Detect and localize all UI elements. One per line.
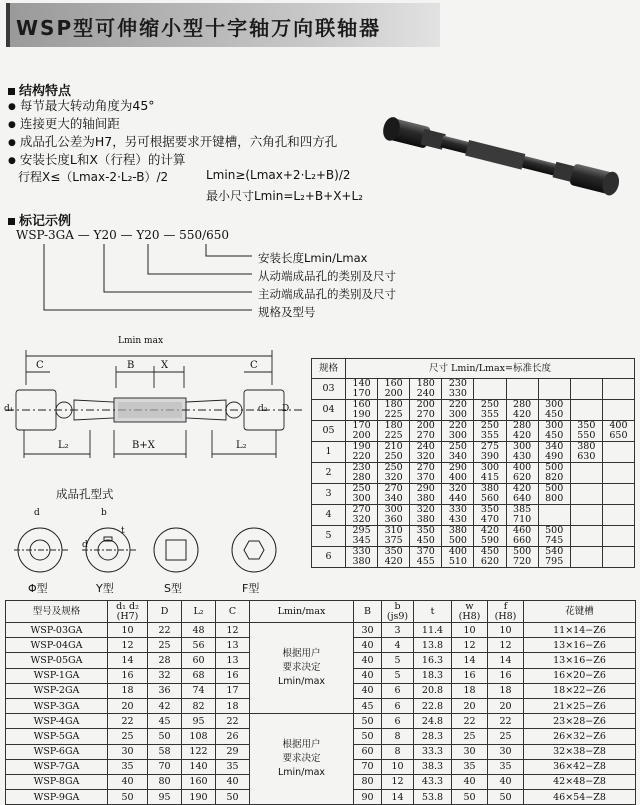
value-cell: 28 [148, 653, 182, 668]
value-cell: 38.3 [414, 759, 452, 774]
value-cell: 45 [354, 698, 382, 713]
value-cell: 46×54−Z8 [524, 790, 636, 805]
value-cell: 50 [148, 729, 182, 744]
value-cell: 12 [488, 638, 524, 653]
standard-length-table [311, 358, 635, 568]
model-cell: WSP-5GA [6, 729, 108, 744]
value-cell: 22.8 [414, 698, 452, 713]
length-cell: 350 470 [474, 505, 506, 526]
features-heading: 结构特点 [8, 80, 71, 99]
col-L2: L₂ [182, 601, 216, 623]
length-cell [602, 547, 634, 568]
feature-item: ● 成品孔公差为H7，另可根据要求开键槽，六角孔和四方孔 [8, 132, 337, 150]
model-cell: WSP-04GA [6, 638, 108, 653]
value-cell: 82 [182, 698, 216, 713]
value-cell: 10 [108, 623, 148, 638]
model-cell: WSP-05GA [6, 653, 108, 668]
value-cell: 14 [452, 653, 488, 668]
value-cell: 11.4 [414, 623, 452, 638]
length-cell [538, 379, 570, 400]
table-row [6, 623, 636, 638]
value-cell: 29 [216, 744, 250, 759]
value-cell: 28.3 [414, 729, 452, 744]
length-cell [602, 484, 634, 505]
length-cell: 180 225 [378, 421, 410, 442]
value-cell: 12 [382, 774, 414, 789]
spec-cell: 3 [312, 484, 346, 505]
length-cell: 170 200 [346, 421, 378, 442]
length-cell: 250 355 [474, 421, 506, 442]
model-cell: WSP-1GA [6, 668, 108, 683]
value-cell: 56 [182, 638, 216, 653]
spec-cell: 03 [312, 379, 346, 400]
value-cell: 40 [216, 774, 250, 789]
value-cell: 40 [488, 774, 524, 789]
length-cell: 180 240 [410, 379, 442, 400]
marking-note: 从动端成品孔的类别及尺寸 [258, 269, 396, 283]
col-D: D [148, 601, 182, 623]
length-cell: 500 800 [538, 484, 570, 505]
dim-l2-left: L₂ [58, 440, 69, 451]
length-cell [570, 379, 602, 400]
table-row [312, 400, 635, 421]
marking-heading: 标记示例 [8, 210, 71, 229]
length-cell: 300 430 [506, 442, 538, 463]
length-cell: 310 375 [378, 526, 410, 547]
length-cell: 250 340 [442, 442, 474, 463]
col-spline: 花键槽 [524, 601, 636, 623]
value-cell: 13 [216, 638, 250, 653]
value-cell: 8 [382, 744, 414, 759]
value-cell: 36×42−Z8 [524, 759, 636, 774]
table-header-row [6, 601, 636, 623]
length-cell: 300 415 [474, 463, 506, 484]
feature-item: ● 安装长度L和X（行程）的计算 [8, 150, 185, 168]
length-cell [602, 400, 634, 421]
table-row [312, 421, 635, 442]
length-cell [506, 379, 538, 400]
length-cell: 350 550 [570, 421, 602, 442]
length-cell: 420 640 [506, 484, 538, 505]
length-cell: 250 320 [378, 463, 410, 484]
marking-note: 主动端成品孔的类别及尺寸 [258, 287, 396, 301]
value-cell: 18 [108, 683, 148, 698]
dim-d: D [282, 404, 290, 414]
col-b: b (js9) [382, 601, 414, 623]
length-cell: 230 280 [346, 463, 378, 484]
value-cell: 16×20−Z6 [524, 668, 636, 683]
table-header-row [312, 359, 635, 379]
length-cell: 420 590 [474, 526, 506, 547]
length-cell: 160 200 [378, 379, 410, 400]
value-cell: 45 [148, 714, 182, 729]
marking-leader-lines [0, 240, 300, 320]
value-cell: 13×16−Z6 [524, 638, 636, 653]
length-cell: 275 390 [474, 442, 506, 463]
bore-t-label: t [121, 526, 125, 536]
value-cell: 58 [148, 744, 182, 759]
length-cell: 460 660 [506, 526, 538, 547]
value-cell: 35 [108, 759, 148, 774]
value-cell: 95 [182, 714, 216, 729]
length-cell: 220 300 [442, 400, 474, 421]
feature-item: ● 连接更大的轴间距 [8, 114, 120, 132]
value-cell: 36 [148, 683, 182, 698]
dim-b-plus-x: B+X [132, 440, 155, 451]
value-cell: 18 [488, 683, 524, 698]
col-lmin: Lmin/max [250, 601, 354, 623]
table-row [312, 484, 635, 505]
value-cell: 11×14−Z6 [524, 623, 636, 638]
table-row [6, 714, 636, 729]
value-cell: 80 [148, 774, 182, 789]
value-cell: 18×22−Z6 [524, 683, 636, 698]
col-spec: 规格 [312, 359, 346, 379]
length-cell [570, 484, 602, 505]
length-cell [570, 526, 602, 547]
length-cell [570, 463, 602, 484]
value-cell: 80 [354, 774, 382, 789]
value-cell: 35 [488, 759, 524, 774]
value-cell: 30 [488, 744, 524, 759]
length-cell: 220 300 [442, 421, 474, 442]
value-cell: 22 [216, 714, 250, 729]
value-cell: 40 [354, 638, 382, 653]
value-cell: 20 [488, 698, 524, 713]
value-cell: 12 [108, 638, 148, 653]
table-row [312, 505, 635, 526]
model-cell: WSP-6GA [6, 744, 108, 759]
value-cell: 30 [354, 623, 382, 638]
value-cell: 50 [452, 790, 488, 805]
value-cell: 14 [108, 653, 148, 668]
length-cell [602, 379, 634, 400]
value-cell: 60 [182, 653, 216, 668]
value-cell: 16 [452, 668, 488, 683]
value-cell: 74 [182, 683, 216, 698]
value-cell: 3 [382, 623, 414, 638]
value-cell: 90 [354, 790, 382, 805]
length-cell: 385 710 [506, 505, 538, 526]
length-cell: 190 220 [346, 442, 378, 463]
bore-types-title: 成品孔型式 [56, 487, 114, 501]
spec-cell: 4 [312, 505, 346, 526]
col-size: 尺寸 Lmin/Lmax=标准长度 [346, 359, 635, 379]
dim-b: B [127, 360, 135, 371]
length-cell: 270 370 [410, 463, 442, 484]
value-cell: 32×38−Z8 [524, 744, 636, 759]
value-cell: 5 [382, 653, 414, 668]
value-cell: 5 [382, 668, 414, 683]
value-cell: 26 [216, 729, 250, 744]
value-cell: 14 [488, 653, 524, 668]
model-cell: WSP-7GA [6, 759, 108, 774]
value-cell: 190 [182, 790, 216, 805]
length-cell [474, 379, 506, 400]
bore-type-phi: Φ型 [28, 582, 48, 595]
spec-cell: 5 [312, 526, 346, 547]
value-cell: 13 [216, 653, 250, 668]
table-row [312, 463, 635, 484]
value-cell: 25 [452, 729, 488, 744]
length-cell: 290 380 [410, 484, 442, 505]
value-cell: 60 [354, 744, 382, 759]
dim-l2-right: L₂ [236, 440, 247, 451]
spec-cell: 1 [312, 442, 346, 463]
value-cell: 21×25−Z6 [524, 698, 636, 713]
value-cell: 6 [382, 698, 414, 713]
table-row [312, 379, 635, 400]
dim-lmin-max: Lmin max [118, 336, 164, 346]
value-cell: 25 [488, 729, 524, 744]
feature-item: ● 每节最大转动角度为45° [8, 96, 155, 114]
value-cell: 6 [382, 714, 414, 729]
col-d: d₁ d₂ (H7) [108, 601, 148, 623]
value-cell: 12 [452, 638, 488, 653]
model-cell: WSP-03GA [6, 623, 108, 638]
bore-types-drawing [4, 508, 304, 580]
lmin-formula: Lmin≥(Lmax+2·L₂+B)/2 [206, 168, 351, 182]
spec-table [5, 600, 636, 805]
value-cell: 22 [108, 714, 148, 729]
value-cell: 43.3 [414, 774, 452, 789]
dim-c-right: C [250, 360, 258, 371]
col-B: B [354, 601, 382, 623]
value-cell: 10 [452, 623, 488, 638]
value-cell: 16 [108, 668, 148, 683]
value-cell: 40 [354, 653, 382, 668]
col-f: f (H8) [488, 601, 524, 623]
model-cell: WSP-2GA [6, 683, 108, 698]
spec-cell: 2 [312, 463, 346, 484]
length-cell [602, 526, 634, 547]
length-cell: 500 720 [506, 547, 538, 568]
value-cell: 30 [108, 744, 148, 759]
dim-d2: d₂ [258, 404, 268, 414]
dim-x: X [161, 360, 169, 371]
length-cell: 380 630 [570, 442, 602, 463]
length-cell: 210 250 [378, 442, 410, 463]
value-cell: 23×28−Z6 [524, 714, 636, 729]
length-cell: 250 300 [346, 484, 378, 505]
col-t: t [414, 601, 452, 623]
table-row [312, 547, 635, 568]
value-cell: 35 [216, 759, 250, 774]
marking-note: 安装长度Lmin/Lmax [258, 251, 368, 265]
value-cell: 122 [182, 744, 216, 759]
value-cell: 16 [216, 668, 250, 683]
value-cell: 16 [488, 668, 524, 683]
value-cell: 70 [148, 759, 182, 774]
length-cell: 280 420 [506, 421, 538, 442]
bore-type-s: S型 [164, 582, 182, 595]
coupling-photo [366, 116, 632, 196]
value-cell: 108 [182, 729, 216, 744]
length-cell [570, 400, 602, 421]
marking-code: WSP-3GA — Y20 — Y20 — 550/650 [16, 228, 230, 242]
model-cell: WSP-9GA [6, 790, 108, 805]
title-banner [6, 3, 440, 47]
value-cell: 13×16−Z6 [524, 653, 636, 668]
model-cell: WSP-3GA [6, 698, 108, 713]
spec-cell: 6 [312, 547, 346, 568]
value-cell: 4 [382, 638, 414, 653]
col-model: 型号及规格 [6, 601, 108, 623]
length-cell: 320 440 [442, 484, 474, 505]
length-cell: 160 190 [346, 400, 378, 421]
coupling-drawing [4, 330, 306, 470]
length-cell: 400 510 [442, 547, 474, 568]
table-row [312, 526, 635, 547]
length-cell: 350 420 [378, 547, 410, 568]
length-cell: 380 500 [442, 526, 474, 547]
lmin-note: 根据用户 要求决定 Lmin/max [250, 623, 354, 714]
length-cell: 450 620 [474, 547, 506, 568]
length-cell: 250 355 [474, 400, 506, 421]
value-cell: 40 [354, 683, 382, 698]
value-cell: 22 [148, 623, 182, 638]
length-cell: 330 380 [346, 547, 378, 568]
value-cell: 50 [108, 790, 148, 805]
value-cell: 30 [452, 744, 488, 759]
spec-cell: 04 [312, 400, 346, 421]
value-cell: 25 [148, 638, 182, 653]
value-cell: 22 [452, 714, 488, 729]
value-cell: 70 [354, 759, 382, 774]
length-cell: 290 400 [442, 463, 474, 484]
length-cell [570, 505, 602, 526]
length-cell: 240 320 [410, 442, 442, 463]
lmin-note: 根据用户 要求决定 Lmin/max [250, 714, 354, 805]
stroke-formula: 行程X≤（Lmax-2·L₂-B）/2 [18, 170, 169, 184]
length-cell: 280 420 [506, 400, 538, 421]
value-cell: 32 [148, 668, 182, 683]
col-C: C [216, 601, 250, 623]
length-cell: 300 450 [538, 400, 570, 421]
value-cell: 35 [452, 759, 488, 774]
value-cell: 20 [452, 698, 488, 713]
length-cell: 400 620 [506, 463, 538, 484]
bore-type-y: Y型 [96, 582, 114, 595]
page-title: WSP型可伸缩小型十字轴万向联轴器 [16, 16, 382, 40]
value-cell: 24.8 [414, 714, 452, 729]
value-cell: 17 [216, 683, 250, 698]
length-cell [570, 547, 602, 568]
length-cell: 500 820 [538, 463, 570, 484]
bore-d-label-2: d [82, 540, 88, 550]
value-cell: 53.8 [414, 790, 452, 805]
length-cell: 500 745 [538, 526, 570, 547]
col-w: w (H8) [452, 601, 488, 623]
value-cell: 22 [488, 714, 524, 729]
length-cell: 540 795 [538, 547, 570, 568]
length-cell: 350 450 [410, 526, 442, 547]
value-cell: 13.8 [414, 638, 452, 653]
dim-c-left: C [36, 360, 44, 371]
value-cell: 40 [452, 774, 488, 789]
value-cell: 42 [148, 698, 182, 713]
length-cell: 200 270 [410, 400, 442, 421]
model-cell: WSP-4GA [6, 714, 108, 729]
dim-d1: d₁ [4, 404, 14, 414]
value-cell: 12 [216, 623, 250, 638]
value-cell: 18 [452, 683, 488, 698]
value-cell: 18 [216, 698, 250, 713]
length-cell: 330 430 [442, 505, 474, 526]
spec-cell: 05 [312, 421, 346, 442]
length-cell [602, 442, 634, 463]
length-cell: 200 270 [410, 421, 442, 442]
value-cell: 160 [182, 774, 216, 789]
length-cell [602, 463, 634, 484]
min-size-formula: 最小尺寸Lmin=L₂+B+X+L₂ [206, 189, 363, 203]
length-cell: 270 320 [346, 505, 378, 526]
length-cell: 295 345 [346, 526, 378, 547]
value-cell: 26×32−Z6 [524, 729, 636, 744]
value-cell: 16.3 [414, 653, 452, 668]
marking-note: 规格及型号 [258, 305, 316, 319]
value-cell: 68 [182, 668, 216, 683]
length-cell [538, 505, 570, 526]
value-cell: 18.3 [414, 668, 452, 683]
value-cell: 95 [148, 790, 182, 805]
length-cell: 230 330 [442, 379, 474, 400]
length-cell: 300 360 [378, 505, 410, 526]
value-cell: 48 [182, 623, 216, 638]
value-cell: 42×48−Z8 [524, 774, 636, 789]
value-cell: 50 [354, 729, 382, 744]
value-cell: 40 [354, 668, 382, 683]
value-cell: 20.8 [414, 683, 452, 698]
value-cell: 140 [182, 759, 216, 774]
value-cell: 40 [108, 774, 148, 789]
table-row [312, 442, 635, 463]
model-cell: WSP-8GA [6, 774, 108, 789]
length-cell: 180 225 [378, 400, 410, 421]
value-cell: 50 [354, 714, 382, 729]
length-cell: 340 490 [538, 442, 570, 463]
value-cell: 10 [488, 623, 524, 638]
length-cell: 400 650 [602, 421, 634, 442]
value-cell: 33.3 [414, 744, 452, 759]
value-cell: 20 [108, 698, 148, 713]
bore-b-label: b [101, 508, 107, 518]
value-cell: 50 [216, 790, 250, 805]
bore-type-f: F型 [242, 582, 260, 595]
value-cell: 50 [488, 790, 524, 805]
value-cell: 25 [108, 729, 148, 744]
value-cell: 14 [382, 790, 414, 805]
value-cell: 8 [382, 729, 414, 744]
length-cell: 300 450 [538, 421, 570, 442]
length-cell [602, 505, 634, 526]
bore-d-label: d [34, 508, 40, 518]
value-cell: 6 [382, 683, 414, 698]
length-cell: 270 340 [378, 484, 410, 505]
value-cell: 10 [382, 759, 414, 774]
length-cell: 370 455 [410, 547, 442, 568]
length-cell: 320 380 [410, 505, 442, 526]
length-cell: 380 560 [474, 484, 506, 505]
length-cell: 140 170 [346, 379, 378, 400]
